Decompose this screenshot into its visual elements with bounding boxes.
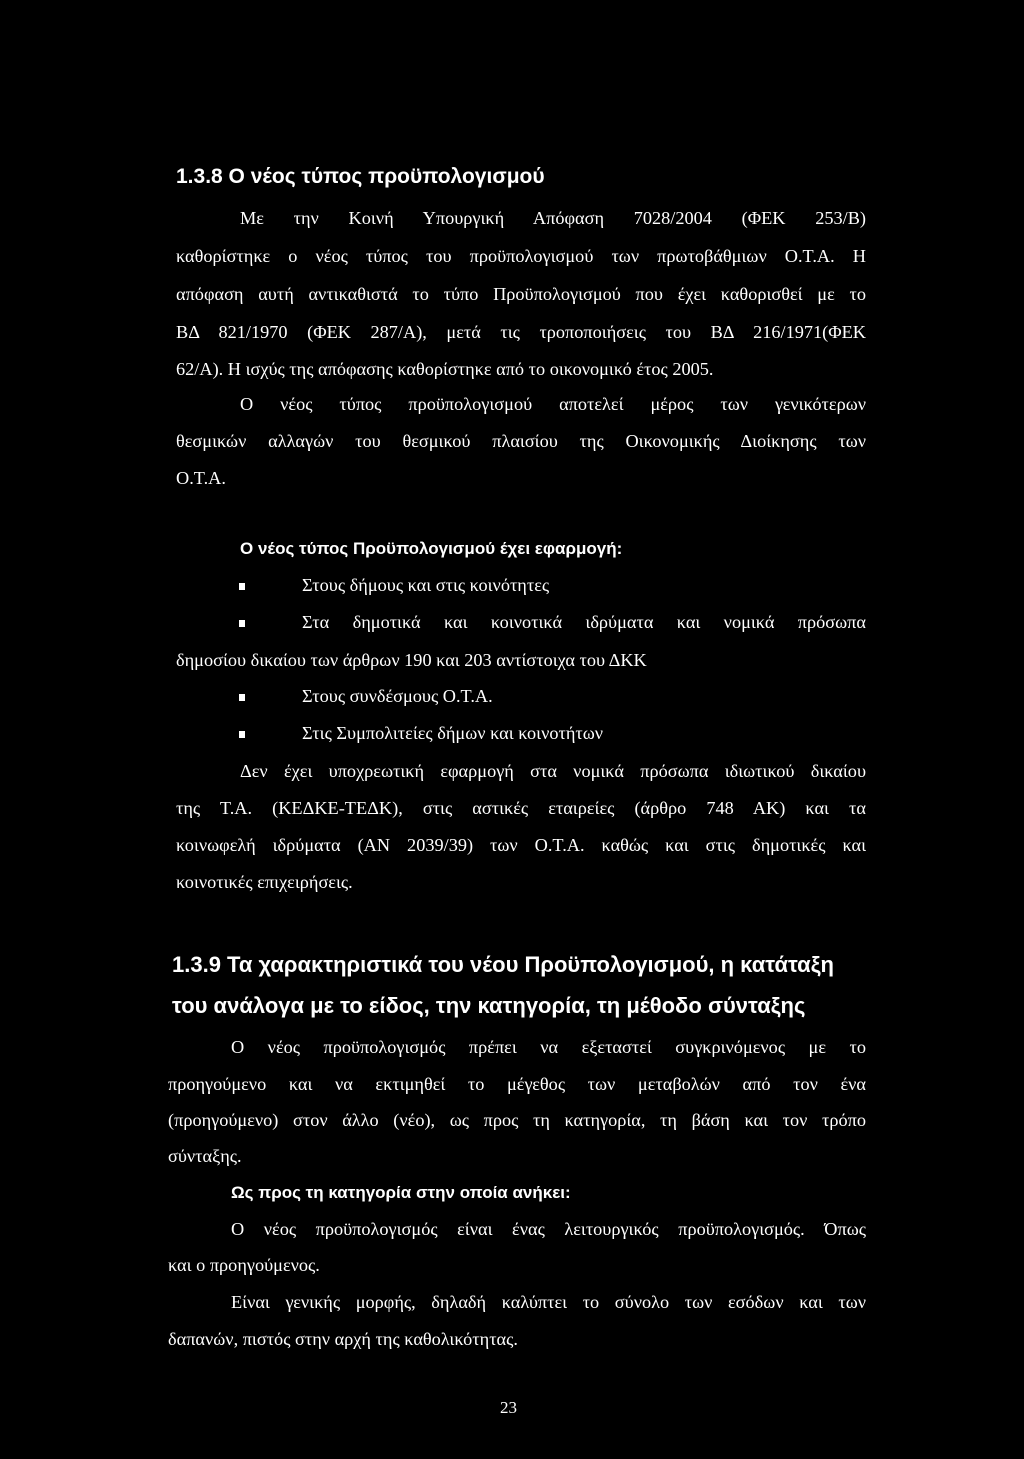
page-number: 23 bbox=[500, 1398, 517, 1417]
bullet-marker bbox=[239, 694, 245, 701]
text-line: 62/Α). Η ισχύς της απόφασης καθορίστηκε από το οικονομικό έτος 2005. bbox=[176, 359, 714, 379]
text-line: προηγούμενο και να εκτιμηθεί το μέγεθος των μεταβολών από τον ένα bbox=[168, 1074, 866, 1094]
text-line: θεσμικών αλλαγών του θεσμικού πλαισίου της Οικονομικής Διοίκησης των bbox=[176, 431, 866, 451]
text-line: Δεν έχει υποχρεωτική εφαρμογή στα νομικά πρόσωπα ιδιωτικού δικαίου bbox=[240, 761, 866, 781]
category-heading: Ως προς τη κατηγορία στην οποία ανήκει: bbox=[231, 1183, 571, 1202]
text-line: απόφαση αυτή αντικαθιστά το τύπο Προϋπολογισμού που έχει καθορισθεί με το bbox=[176, 284, 866, 304]
bullet-marker bbox=[239, 731, 245, 738]
text-line: της Τ.Α. (ΚΕΔΚΕ-ΤΕΔΚ), στις αστικές εταιρείες (άρθρο 748 ΑΚ) και τα bbox=[176, 798, 866, 818]
text-line: Ο νέος προϋπολογισμός πρέπει να εξεταστεί συγκρινόμενος με το bbox=[231, 1037, 866, 1057]
bullet-marker bbox=[239, 620, 245, 627]
text-line: ΒΔ 821/1970 (ΦΕΚ 287/Α), μετά τις τροποποιήσεις του ΒΔ 216/1971(ΦΕΚ bbox=[176, 322, 866, 342]
application-heading: Ο νέος τύπος Προϋπολογισμού έχει εφαρμογή: bbox=[240, 539, 623, 558]
bullet-marker bbox=[239, 583, 245, 590]
bullet-item: Στις Συμπολιτείες δήμων και κοινοτήτων bbox=[302, 723, 604, 743]
bullet-item: Στους δήμους και στις κοινότητες bbox=[302, 575, 550, 595]
bullet-item: Στα δημοτικά και κοινοτικά ιδρύματα και νομικά πρόσωπα bbox=[302, 612, 866, 632]
text-line: Ο.Τ.Α. bbox=[176, 468, 226, 488]
bullet-item: Στους συνδέσμους Ο.Τ.Α. bbox=[302, 686, 493, 706]
section-title-1-3-8: 1.3.8 Ο νέος τύπος προϋπολογισμού bbox=[176, 165, 545, 188]
text-line: δαπανών, πιστός στην αρχή της καθολικότητας. bbox=[168, 1329, 518, 1349]
text-line: Με την Κοινή Υπουργική Απόφαση 7028/2004 (ΦΕΚ 253/Β) bbox=[240, 208, 866, 228]
text-line: και ο προηγούμενος. bbox=[168, 1255, 320, 1275]
section-title-1-3-9: 1.3.9 Τα χαρακτηριστικά του νέου Προϋπολογισμού, η κατάταξη bbox=[172, 952, 834, 977]
text-line: σύνταξης. bbox=[168, 1146, 242, 1166]
text-line: κοινοτικές επιχειρήσεις. bbox=[176, 872, 353, 892]
text-line: Ο νέος προϋπολογισμός είναι ένας λειτουργικός προϋπολογισμός. Όπως bbox=[231, 1219, 866, 1239]
text-line: Ο νέος τύπος προϋπολογισμού αποτελεί μέρος των γενικότερων bbox=[240, 394, 866, 414]
text-line: καθορίστηκε ο νέος τύπος του προϋπολογισμού των πρωτοβάθμιων Ο.Τ.Α. Η bbox=[176, 246, 866, 266]
text-line: (προηγούμενο) στον άλλο (νέο), ως προς τη κατηγορία, τη βάση και τον τρόπο bbox=[168, 1110, 866, 1130]
bullet-item-continuation: δημοσίου δικαίου των άρθρων 190 και 203 αντίστοιχα του ΔΚΚ bbox=[176, 650, 647, 670]
text-line: κοινωφελή ιδρύματα (ΑΝ 2039/39) των Ο.Τ.Α. καθώς και στις δημοτικές και bbox=[176, 835, 866, 855]
section-title-1-3-9-continued: του ανάλογα με το είδος, την κατηγορία, τη μέθοδο σύνταξης bbox=[172, 993, 806, 1018]
text-line: Είναι γενικής μορφής, δηλαδή καλύπτει το σύνολο των εσόδων και των bbox=[231, 1292, 866, 1312]
